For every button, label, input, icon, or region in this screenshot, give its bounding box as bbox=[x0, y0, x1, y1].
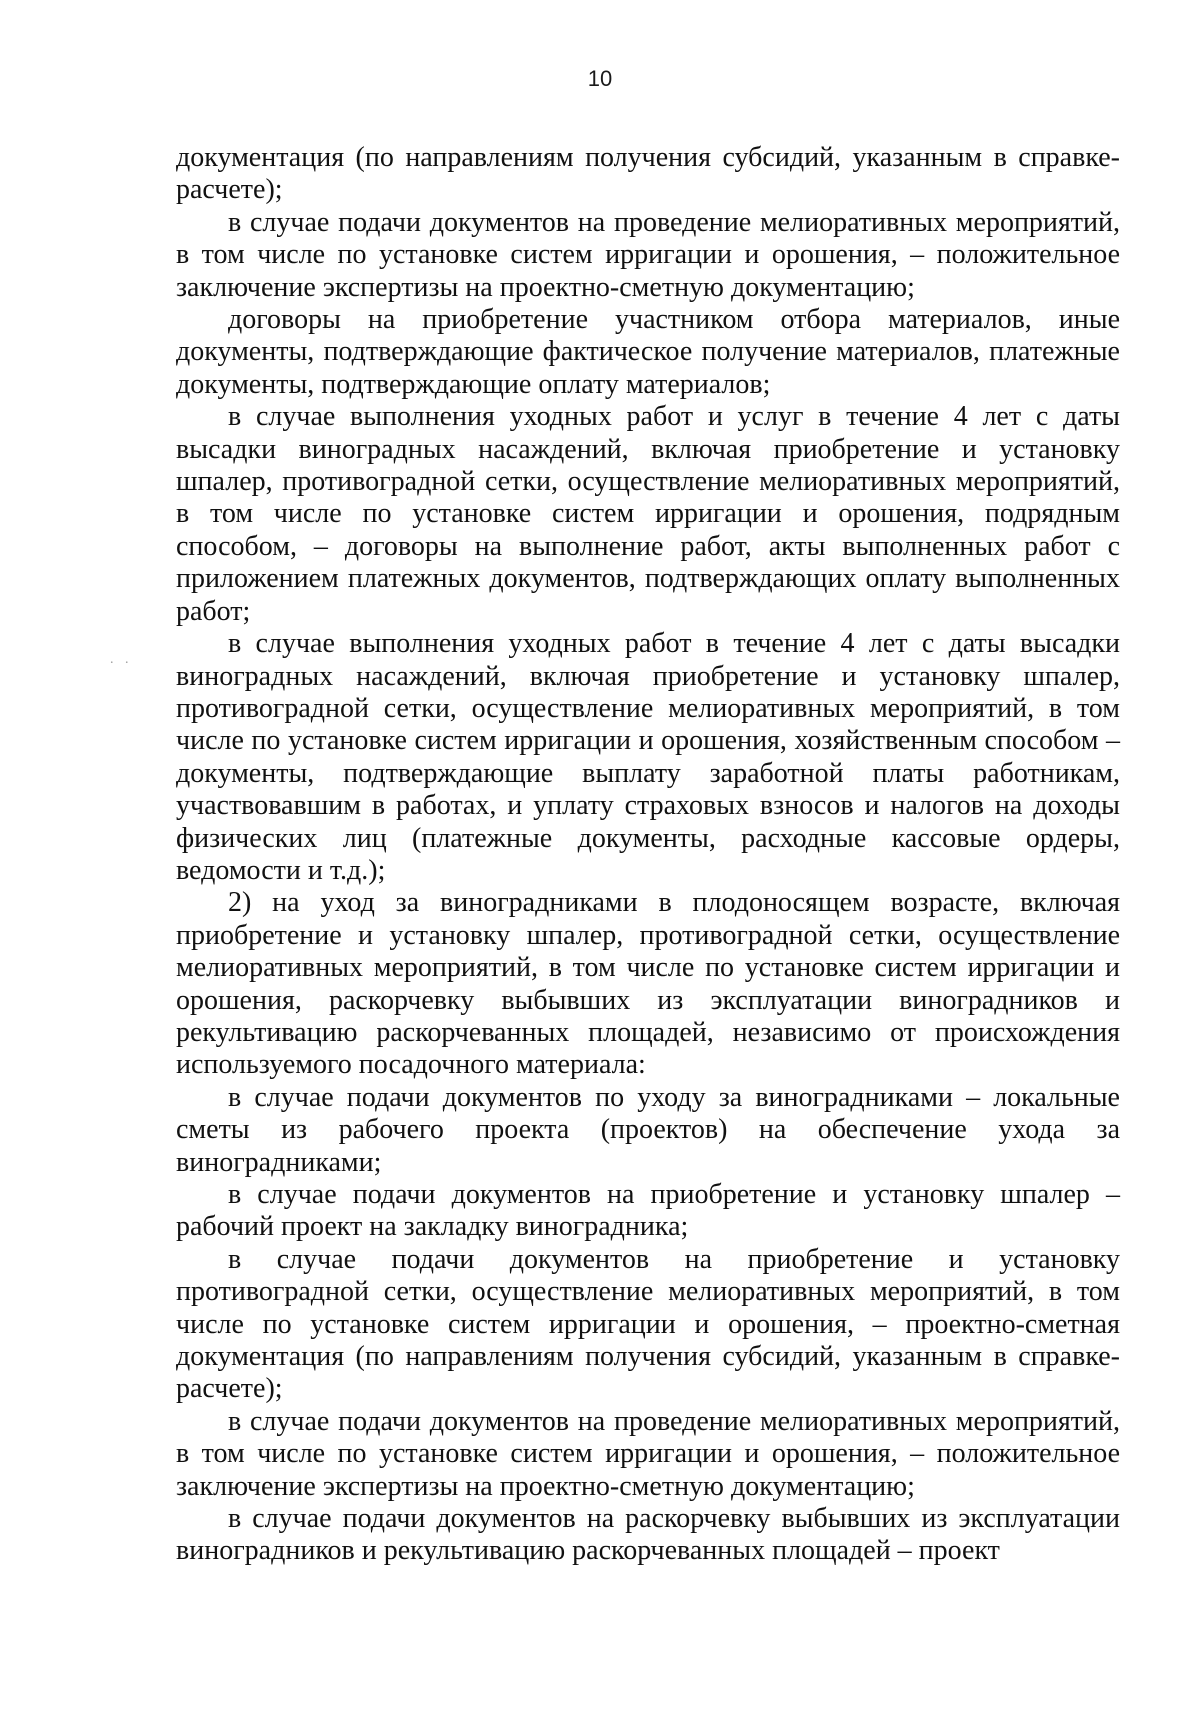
paragraph: 2) на уход за виноградниками в плодоносящем возрасте, включая приобретение и установку шпалер, противоградной сетки, осуществление мелиоративных мероприятий, в том числе по установке систем ирригации и орошения, раскорчевку выбывших из эксплуатации виноградников и рекультивацию раскорчеванных площадей, независимо от происхождения используемого посадочного материала: bbox=[176, 887, 1120, 1081]
margin-mark: . . bbox=[110, 652, 133, 667]
page-number: 10 bbox=[587, 66, 613, 91]
paragraph: в случае подачи документов по уходу за виноградниками – локальные сметы из рабочего проекта (проектов) на обеспечение ухода за виноградниками; bbox=[176, 1081, 1120, 1178]
paragraph: в случае подачи документов на приобретение и установку противоградной сетки, осуществление мелиоративных мероприятий, в том числе по установке систем ирригации и орошения, – проектно-сметная документация (по направлениям получения субсидий, указанным в справке-расчете); bbox=[176, 1243, 1120, 1405]
paragraph: в случае подачи документов на раскорчевку выбывших из эксплуатации виноградников и рекультивацию раскорчеванных площадей – проект bbox=[176, 1503, 1120, 1567]
paragraph: договоры на приобретение участником отбора материалов, иные документы, подтверждающие фактическое получение материалов, платежные документы, подтверждающие оплату материалов; bbox=[176, 304, 1120, 400]
paragraph: в случае подачи документов на приобретение и установку шпалер – рабочий проект на закладку виноградника; bbox=[176, 1179, 1120, 1243]
paragraph: в случае подачи документов на проведение мелиоративных мероприятий, в том числе по установке систем ирригации и орошения, – положительное заключение экспертизы на проектно-сметную документацию; bbox=[176, 206, 1120, 303]
paragraph: документация (по направлениям получения субсидий, указанным в справке-расчете); bbox=[176, 142, 1120, 206]
paragraph: в случае подачи документов на проведение мелиоративных мероприятий, в том числе по установке систем ирригации и орошения, – положительное заключение экспертизы на проектно-сметную документацию; bbox=[176, 1405, 1120, 1502]
paragraph: в случае выполнения уходных работ и услуг в течение 4 лет с даты высадки виноградных насаждений, включая приобретение и установку шпалер, противоградной сетки, осуществление мелиоративных мероприятий, в том числе по установке систем ирригации и орошения, подрядным способом, – договоры на выполнение работ, акты выполненных работ с приложением платежных документов, подтверждающих оплату выполненных работ; bbox=[176, 401, 1120, 627]
document-body bbox=[176, 142, 1120, 1568]
paragraph: в случае выполнения уходных работ в течение 4 лет с даты высадки виноградных насаждений, включая приобретение и установку шпалер, противоградной сетки, осуществление мелиоративных мероприятий, в том числе по установке систем ирригации и орошения, хозяйственным способом – документы, подтверждающие выплату заработной платы работникам, участвовавшим в работах, и уплату страховых взносов и налогов на доходы физических лиц (платежные документы, расходные кассовые ордеры, ведомости и т.д.); bbox=[176, 628, 1120, 886]
